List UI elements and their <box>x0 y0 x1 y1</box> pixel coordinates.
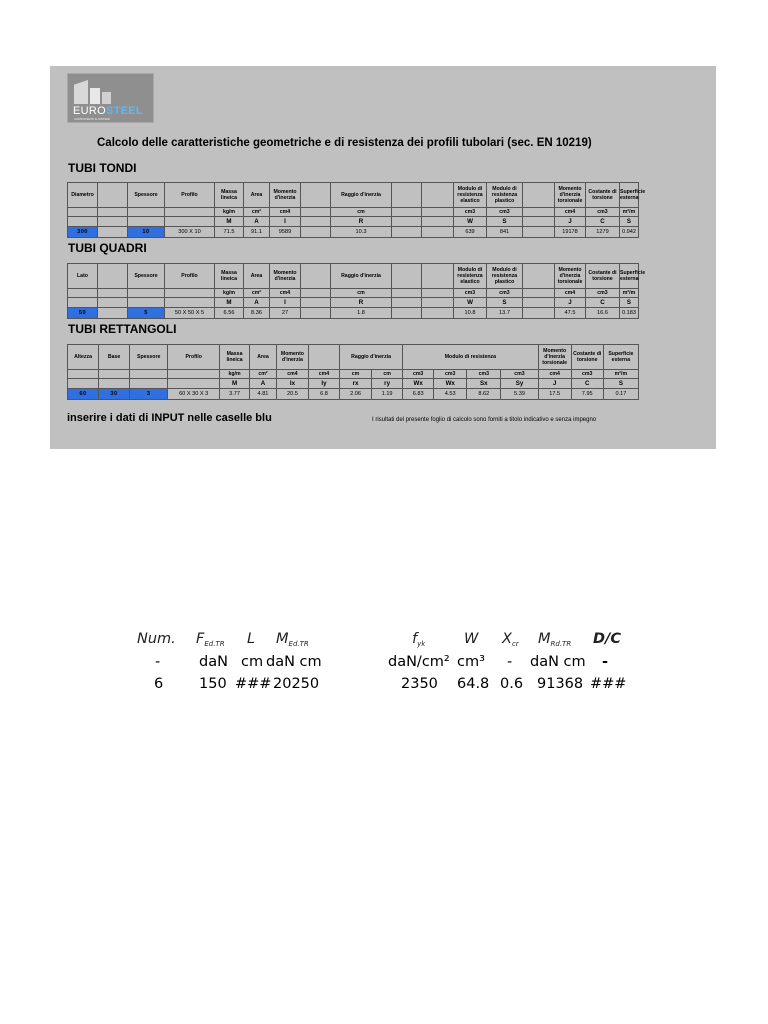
unit-cell: cm4 <box>538 370 571 379</box>
unit-cell: cm² <box>244 289 270 298</box>
header-massa: Massa lineica <box>215 264 244 289</box>
sup-value: 0.17 <box>603 389 638 400</box>
symbol-cell: S <box>603 379 638 389</box>
header-area: Area <box>244 183 270 208</box>
section-title-tubi-quadri: TUBI QUADRI <box>68 241 147 255</box>
header-raggio: Raggio d'inerzia <box>331 183 392 208</box>
header-spessore: Spessore <box>128 183 165 208</box>
table-tubi-rettangoli <box>67 344 639 400</box>
header-massa: Massa lineica <box>220 345 250 370</box>
altezza-input[interactable]: 60 <box>68 389 99 400</box>
value-l: ### <box>235 676 272 692</box>
unit-m: daN cm <box>266 654 322 670</box>
symbol-cell: C <box>571 379 603 389</box>
iy-value: 6.8 <box>308 389 339 400</box>
header-sup: Superficie esterna <box>620 183 639 208</box>
value-f: 150 <box>199 676 227 692</box>
header-sup: Superficie esterna <box>603 345 638 370</box>
header-diametro: Diametro <box>68 183 98 208</box>
header-f-ed: $F_{Ed.TR}$ <box>196 631 225 648</box>
table-unit-row <box>68 289 639 298</box>
symbol-cell: M <box>215 217 244 227</box>
area-value: 91.1 <box>244 227 270 238</box>
table-row <box>68 308 639 319</box>
header-profilo: Profilo <box>165 183 215 208</box>
spessore-input[interactable]: 3 <box>130 389 168 400</box>
value-dc: ### <box>590 676 627 692</box>
massa-value: 6.56 <box>215 308 244 319</box>
diametro-input[interactable]: 300 <box>68 227 98 238</box>
logo-wordmark: EUROSTEEL <box>73 105 143 117</box>
unit-cell: m²/m <box>603 370 638 379</box>
symbol-cell: J <box>555 217 586 227</box>
header-j: Momento d'inerzia torsionale <box>555 183 586 208</box>
logo-building-shape <box>102 92 111 104</box>
header-area: Area <box>244 264 270 289</box>
sup-value: 0.183 <box>620 308 639 319</box>
table-tubi-tondi <box>67 182 646 238</box>
header-profilo: Profilo <box>168 345 220 370</box>
unit-cell: cm4 <box>270 208 301 217</box>
lato-input[interactable]: 50 <box>68 308 98 319</box>
unit-cell: cm4 <box>555 289 586 298</box>
header-inerzia: Momento d'inerzia <box>276 345 308 370</box>
header-modulo: Modulo di resistenza <box>403 345 538 370</box>
j-value: 47.5 <box>555 308 586 319</box>
table-header-row <box>68 264 639 289</box>
table-header-row <box>68 183 639 208</box>
j-value: 19178 <box>555 227 586 238</box>
header-xcr: $X_{cr}$ <box>502 631 519 648</box>
header-raggio: Raggio d'inerzia <box>331 264 392 289</box>
logo-tagline: COMPONENTI E SISTEMI <box>74 117 111 121</box>
header-c: Costante di torsione <box>586 183 620 208</box>
section-title-tubi-tondi: TUBI TONDI <box>68 161 137 175</box>
w-pl-value: 841 <box>487 227 523 238</box>
unit-f: daN <box>199 654 228 670</box>
table-unit-row <box>68 370 639 379</box>
header-sup: Superficie esterna <box>620 264 639 289</box>
table-symbol-row <box>68 379 639 389</box>
unit-cell: cm3 <box>454 208 487 217</box>
unit-cell: cm3 <box>571 370 603 379</box>
page-title: Calcolo delle caratteristiche geometriche e di resistenza dei profili tubolari (sec. EN 10219) <box>97 137 592 149</box>
table-header-row <box>68 345 639 370</box>
header-lato: Lato <box>68 264 98 289</box>
header-spessore: Spessore <box>130 345 168 370</box>
symbol-cell: A <box>250 379 277 389</box>
symbol-cell: Sy <box>501 379 538 389</box>
header-dc: D/C <box>593 631 621 647</box>
unit-cell: cm3 <box>454 289 487 298</box>
header-m-rd: $M_{Rd.TR}$ <box>538 631 572 648</box>
value-w: 64.8 <box>457 676 490 692</box>
value-fyk: 2350 <box>401 676 438 692</box>
c-value: 7.95 <box>571 389 603 400</box>
unit-cell: cm4 <box>276 370 308 379</box>
header-inerzia: Momento d'inerzia <box>270 183 301 208</box>
table-tubi-quadri <box>67 263 646 319</box>
logo-building-shape <box>74 80 88 104</box>
table-symbol-row <box>68 217 639 227</box>
symbol-cell: C <box>586 298 620 308</box>
w-pl-value: 13.7 <box>487 308 523 319</box>
header-base: Base <box>99 345 130 370</box>
w-el-value: 10.8 <box>454 308 487 319</box>
symbol-cell: Wx <box>403 379 434 389</box>
table-unit-row <box>68 208 639 217</box>
results-table <box>130 630 650 700</box>
symbol-cell: Iy <box>308 379 339 389</box>
symbol-cell: S <box>487 298 523 308</box>
value-m-rd: 91368 <box>537 676 584 692</box>
input-instruction: inserire i dati di INPUT nelle caselle blu <box>67 412 272 424</box>
unit-fyk: daN/cm² <box>388 654 450 670</box>
unit-cell: cm3 <box>586 208 620 217</box>
profilo-value: 60 X 30 X 3 <box>168 389 220 400</box>
symbol-cell: rx <box>340 379 372 389</box>
symbol-cell: S <box>620 217 639 227</box>
header-j: Momento d'inerzia torsionale <box>555 264 586 289</box>
unit-cell: cm <box>331 289 392 298</box>
eurosteel-logo <box>67 73 154 123</box>
symbol-cell: Wx <box>434 379 467 389</box>
sup-value: 0.942 <box>620 227 639 238</box>
unit-cell: cm² <box>244 208 270 217</box>
unit-cell: m²/m <box>620 208 639 217</box>
header-area: Area <box>250 345 277 370</box>
header-inerzia: Momento d'inerzia <box>270 264 301 289</box>
table-row <box>68 227 639 238</box>
value-xcr: 0.6 <box>500 676 524 692</box>
massa-value: 3.77 <box>220 389 250 400</box>
table-row <box>68 389 639 400</box>
header-w: W <box>464 631 479 647</box>
symbol-cell: A <box>244 298 270 308</box>
header-spessore: Spessore <box>128 264 165 289</box>
section-title-tubi-rettangoli: TUBI RETTANGOLI <box>68 322 177 336</box>
symbol-cell: J <box>555 298 586 308</box>
j-value: 17.5 <box>538 389 571 400</box>
disclaimer: I risultati del presente foglio di calcolo sono forniti a titolo indicativo e senza impegno <box>372 417 597 423</box>
symbol-cell: I <box>270 217 301 227</box>
unit-cell: cm <box>331 208 392 217</box>
header-c: Costante di torsione <box>586 264 620 289</box>
symbol-cell: R <box>331 217 392 227</box>
spessore-input[interactable]: 5 <box>128 308 165 319</box>
symbol-cell: M <box>215 298 244 308</box>
c-value: 16.6 <box>586 308 620 319</box>
unit-cell: m²/m <box>620 289 639 298</box>
unit-cell: cm <box>340 370 372 379</box>
unit-cell: cm4 <box>555 208 586 217</box>
unit-cell: cm² <box>250 370 277 379</box>
profilo-value: 50 X 50 X 5 <box>165 308 215 319</box>
logo-building-shape <box>90 88 100 104</box>
symbol-cell: W <box>454 217 487 227</box>
massa-value: 71.5 <box>215 227 244 238</box>
header-w-pl: Modulo di resistenza plastico <box>487 264 523 289</box>
header-w-el: Modulo di resistenza elastico <box>454 264 487 289</box>
symbol-cell: J <box>538 379 571 389</box>
raggio-value: 1.8 <box>331 308 392 319</box>
symbol-cell: M <box>220 379 250 389</box>
symbol-cell: ry <box>372 379 403 389</box>
header-raggio: Raggio d'inerzia <box>340 345 403 370</box>
sy-value: 5.39 <box>501 389 538 400</box>
header-w-pl: Modulo di resistenza plastico <box>487 183 523 208</box>
unit-xcr: - <box>507 654 513 670</box>
header-c: Costante di torsione <box>571 345 603 370</box>
w-el-value: 639 <box>454 227 487 238</box>
unit-cell: cm3 <box>501 370 538 379</box>
unit-num: - <box>155 654 161 670</box>
spessore-input[interactable]: 10 <box>128 227 165 238</box>
base-input[interactable]: 30 <box>99 389 130 400</box>
header-l: L <box>247 631 256 647</box>
symbol-cell: W <box>454 298 487 308</box>
spreadsheet-sheet <box>50 66 716 449</box>
ix-value: 20.5 <box>276 389 308 400</box>
area-value: 4.81 <box>250 389 277 400</box>
symbol-cell: C <box>586 217 620 227</box>
unit-cell: cm3 <box>586 289 620 298</box>
header-j: Momento d'inerzia torsionale <box>538 345 571 370</box>
unit-cell: cm4 <box>270 289 301 298</box>
unit-cell: kg/m <box>215 289 244 298</box>
header-massa: Massa lineica <box>215 183 244 208</box>
symbol-cell: S <box>620 298 639 308</box>
unit-w: cm³ <box>457 654 485 670</box>
header-m-ed: $M_{Ed.TR}$ <box>276 631 309 648</box>
header-fyk: $f_{yk}$ <box>412 631 426 648</box>
ry-value: 1.19 <box>372 389 403 400</box>
header-altezza: Altezza <box>68 345 99 370</box>
unit-m-rd: daN cm <box>530 654 586 670</box>
unit-cell: cm3 <box>434 370 467 379</box>
wx-value: 6.83 <box>403 389 434 400</box>
header-profilo: Profilo <box>165 264 215 289</box>
unit-l: cm <box>241 654 264 670</box>
symbol-cell: Ix <box>276 379 308 389</box>
inerzia-value: 27 <box>270 308 301 319</box>
wx-value: 4.53 <box>434 389 467 400</box>
table-symbol-row <box>68 298 639 308</box>
inerzia-value: 9589 <box>270 227 301 238</box>
unit-cell: cm3 <box>487 289 523 298</box>
symbol-cell: Sx <box>467 379 501 389</box>
value-num: 6 <box>154 676 164 692</box>
unit-cell: kg/m <box>220 370 250 379</box>
value-m: 20250 <box>273 676 320 692</box>
unit-cell: kg/m <box>215 208 244 217</box>
c-value: 1279 <box>586 227 620 238</box>
symbol-cell: S <box>487 217 523 227</box>
unit-cell: cm3 <box>403 370 434 379</box>
sx-value: 8.62 <box>467 389 501 400</box>
unit-cell: cm3 <box>487 208 523 217</box>
unit-cell: cm3 <box>467 370 501 379</box>
header-num: Num. <box>137 631 176 647</box>
symbol-cell: A <box>244 217 270 227</box>
profilo-value: 300 X 10 <box>165 227 215 238</box>
raggio-value: 10.3 <box>331 227 392 238</box>
unit-dc: - <box>602 654 609 670</box>
unit-cell: cm <box>372 370 403 379</box>
unit-cell: cm4 <box>308 370 339 379</box>
symbol-cell: I <box>270 298 301 308</box>
rx-value: 2.06 <box>340 389 372 400</box>
area-value: 8.36 <box>244 308 270 319</box>
symbol-cell: R <box>331 298 392 308</box>
header-w-el: Modulo di resistenza elastico <box>454 183 487 208</box>
